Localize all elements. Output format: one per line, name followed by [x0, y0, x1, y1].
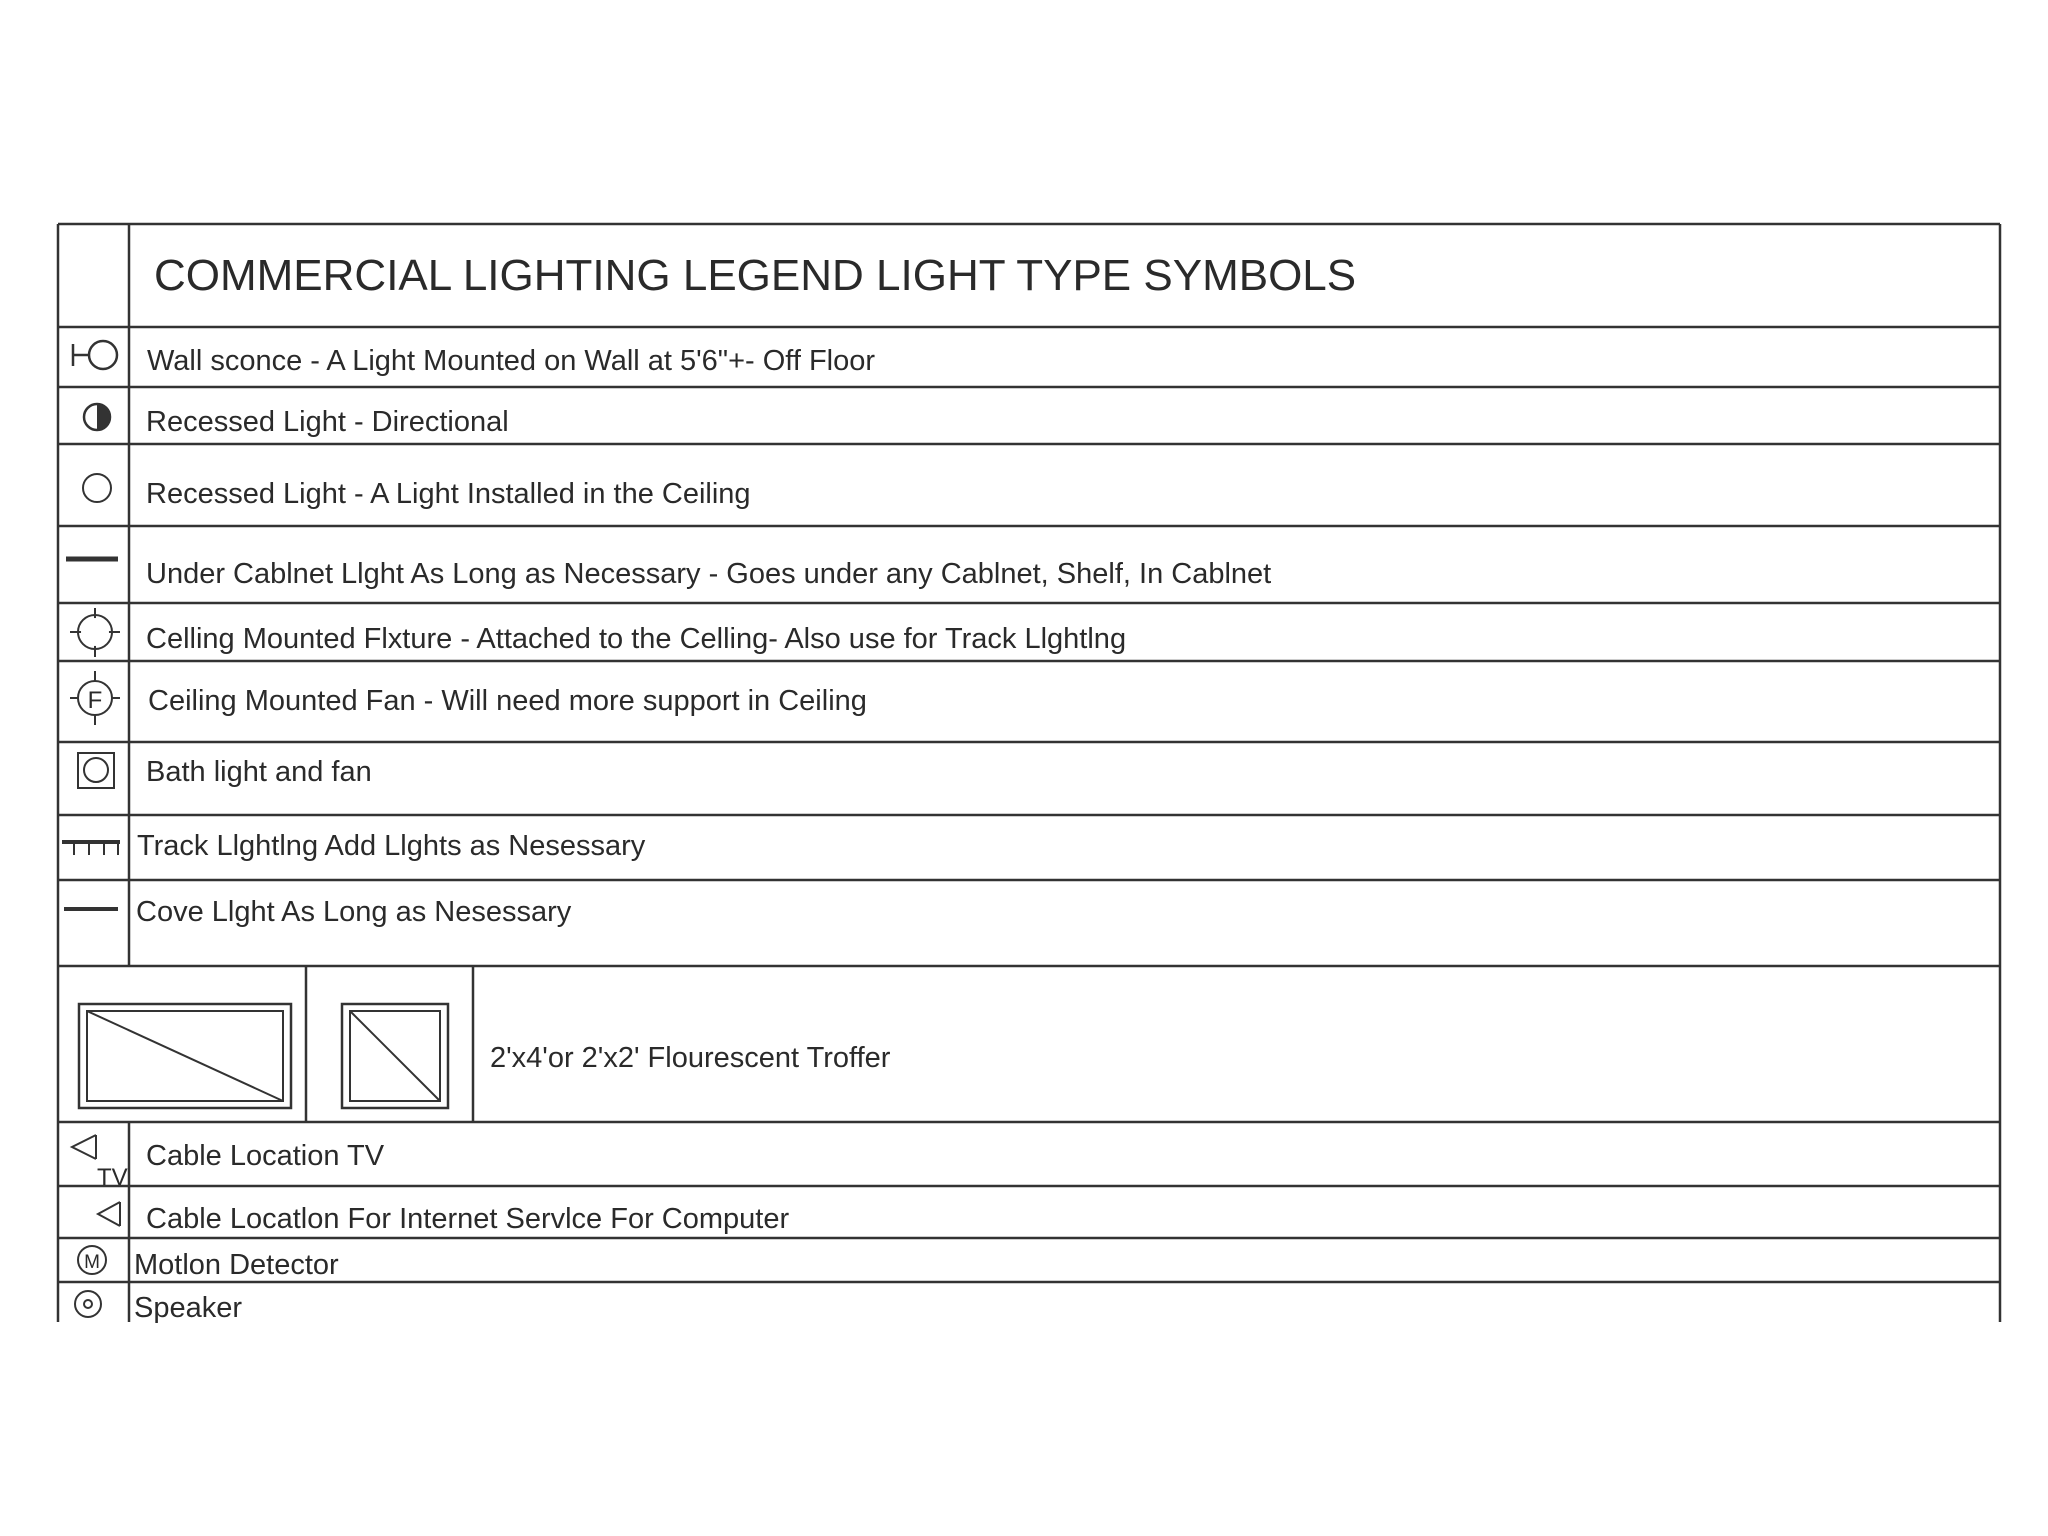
row-label-troffer: 2'x4'or 2'x2' Flourescent Troffer	[490, 1042, 891, 1074]
cable-tv-icon	[72, 1135, 128, 1191]
row-label-wall-sconce: Wall sconce - A Light Mounted on Wall at 5'6"+- Off Floor	[147, 345, 876, 377]
tv-icon-label: TV	[97, 1164, 128, 1191]
row-label-recessed: Recessed Light - A Light Installed in the Ceiling	[146, 478, 751, 510]
motion-detector-icon	[78, 1246, 106, 1274]
row-label-ceiling-fixture: Celling Mounted Flxture - Attached to the Celling- Also use for Track Llghtlng	[146, 623, 1127, 655]
fan-icon-letter: F	[87, 687, 103, 714]
track-lighting-icon	[62, 842, 120, 855]
row-label-cable-tv: Cable Location TV	[146, 1140, 385, 1172]
motion-icon-letter: M	[84, 1252, 100, 1273]
row-label-cable-internet: Cable Locatlon For Internet Servlce For Computer	[146, 1203, 790, 1235]
ceiling-fixture-icon	[70, 608, 120, 657]
row-label-track-lighting: Track Llghtlng Add Llghts as Nesessary	[137, 830, 646, 862]
troffer-2x2-icon	[342, 1004, 448, 1108]
row-label-motion-detector: Motlon Detector	[134, 1249, 339, 1281]
row-label-under-cabinet: Under Cablnet Llght As Long as Necessary - Goes under any Cablnet, Shelf, In Cablnet	[146, 558, 1272, 590]
bath-light-fan-icon	[78, 753, 114, 788]
recessed-light-icon	[83, 474, 111, 502]
row-label-cove-light: Cove Llght As Long as Nesessary	[136, 896, 572, 928]
row-label-speaker: Speaker	[134, 1292, 243, 1324]
ceiling-fan-icon	[70, 671, 120, 725]
speaker-icon	[75, 1291, 101, 1317]
troffer-2x4-icon	[79, 1004, 291, 1108]
wall-sconce-icon	[73, 341, 117, 369]
row-label-directional: Recessed Light - Directional	[146, 406, 509, 438]
cable-internet-icon	[98, 1202, 120, 1226]
row-label-bath-light: Bath light and fan	[146, 756, 372, 788]
legend-title: COMMERCIAL LIGHTING LEGEND LIGHT TYPE SYMBOLS	[154, 251, 1357, 300]
directional-recessed-icon	[84, 404, 110, 430]
row-label-ceiling-fan: Ceiling Mounted Fan - Will need more support in Ceiling	[148, 685, 867, 717]
